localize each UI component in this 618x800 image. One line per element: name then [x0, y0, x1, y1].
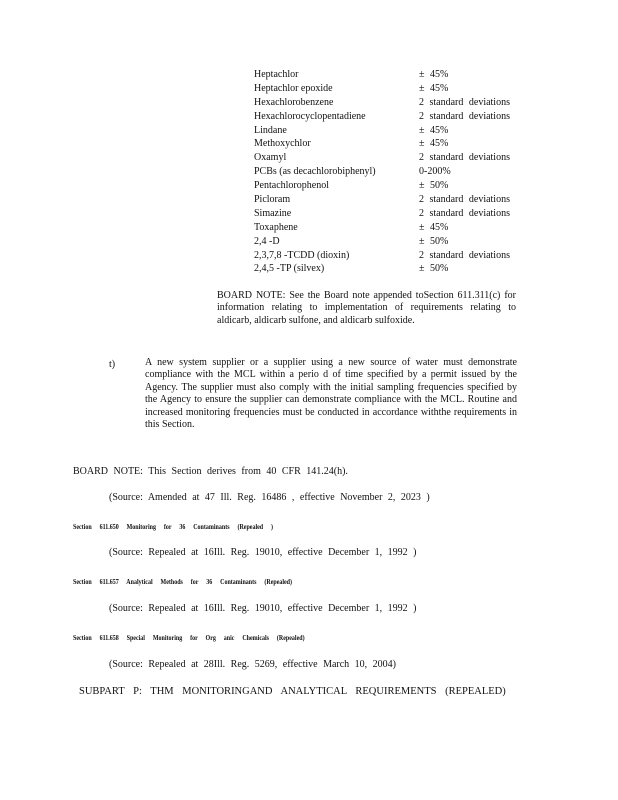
chemical-name: PCBs (as decachlorobiphenyl)	[254, 166, 376, 178]
paragraph-t-marker: t)	[109, 359, 116, 370]
chemical-name: Simazine	[254, 207, 292, 219]
tolerance-value: 2 standard deviations	[419, 194, 510, 206]
board-note-aldicarb: BOARD NOTE: See the Board note appended toSection 611.311(c) for information relating to implementation of requirements relating to aldicarb, aldicarb sulfone, and aldicarb sulfoxide.	[217, 290, 516, 326]
chemical-name: Lindane	[254, 124, 287, 136]
tolerance-value: 2 standard deviations	[419, 249, 510, 261]
section-heading-611-650: Section 611.650 Monitoring for 36 Contaminants (Repealed )	[73, 522, 274, 531]
tolerance-value: 2 standard deviations	[419, 207, 510, 219]
chemical-name: Heptachlor epoxide	[254, 82, 333, 94]
chemical-name: Heptachlor	[254, 69, 299, 80]
tolerance-table	[254, 68, 554, 276]
tolerance-value: ± 50%	[419, 235, 449, 247]
tolerance-row	[254, 193, 554, 207]
section-heading-611-657: Section 611.657 Analytical Methods for 36 Contaminants (Repealed)	[73, 577, 293, 586]
chemical-name: 2,3,7,8 -TCDD (dioxin)	[254, 249, 350, 261]
tolerance-value: 2 standard deviations	[419, 152, 510, 164]
chemical-name: Methoxychlor	[254, 138, 311, 150]
tolerance-value: ± 45%	[419, 138, 449, 150]
chemical-name: Oxamyl	[254, 152, 287, 164]
chemical-name: Hexachlorobenzene	[254, 96, 334, 108]
tolerance-value: ± 45%	[419, 82, 449, 94]
tolerance-value: ± 45%	[419, 221, 449, 233]
tolerance-row	[254, 235, 554, 249]
subpart-p-heading: SUBPART P: THM MONITORINGAND ANALYTICAL REQUIREMENTS (REPEALED)	[79, 686, 506, 697]
section-heading-611-658: Section 611.658 Special Monitoring for Org anic Chemicals (Repealed)	[73, 633, 305, 642]
chemical-name: Pentachlorophenol	[254, 180, 329, 192]
source-note-repealed-2: (Source: Repealed at 16Ill. Reg. 19010, effective December 1, 1992 )	[109, 603, 417, 614]
tolerance-row	[254, 221, 554, 235]
source-note-amended: (Source: Amended at 47 Ill. Reg. 16486 , effective November 2, 2023 )	[109, 492, 430, 503]
tolerance-row	[254, 179, 554, 193]
tolerance-row	[254, 207, 554, 221]
chemical-name: Hexachlorocyclopentadiene	[254, 110, 366, 122]
tolerance-row	[254, 262, 554, 276]
tolerance-value: ± 50%	[419, 180, 449, 192]
tolerance-value: ± 50%	[419, 263, 449, 275]
tolerance-row	[254, 124, 554, 138]
tolerance-row	[254, 137, 554, 151]
chemical-name: 2,4 -D	[254, 235, 280, 247]
tolerance-row	[254, 151, 554, 165]
board-note-derivation: BOARD NOTE: This Section derives from 40 CFR 141.24(h).	[73, 466, 348, 477]
tolerance-row	[254, 82, 554, 96]
chemical-name: Picloram	[254, 194, 291, 206]
paragraph-t-text: A new system supplier or a supplier using a new source of water must demonstrate compliance with the MCL within a perio d of time specified by a permit issued by the Agency. The supplier must also comply with the initial sampling frequencies specified by the Agency to ensure the supplier can demonstrate compliance with the MCL. Routine and increased monitoring frequencies must be conducted in accordance withthe requirements in this Section.	[145, 357, 517, 431]
source-note-repealed-3: (Source: Repealed at 28Ill. Reg. 5269, effective March 10, 2004)	[109, 659, 397, 670]
tolerance-value: 0-200%	[419, 166, 451, 178]
tolerance-value: 2 standard deviations	[419, 96, 510, 108]
tolerance-row	[254, 110, 554, 124]
tolerance-row	[254, 96, 554, 110]
tolerance-value: 2 standard deviations	[419, 110, 510, 122]
tolerance-value: ± 45%	[419, 124, 449, 136]
tolerance-row	[254, 249, 554, 263]
tolerance-row	[254, 165, 554, 179]
chemical-name: 2,4,5 -TP (silvex)	[254, 263, 325, 275]
source-note-repealed-1: (Source: Repealed at 16Ill. Reg. 19010, effective December 1, 1992 )	[109, 547, 417, 558]
chemical-name: Toxaphene	[254, 221, 298, 233]
tolerance-row	[254, 68, 554, 82]
tolerance-value: ± 45%	[419, 69, 449, 80]
